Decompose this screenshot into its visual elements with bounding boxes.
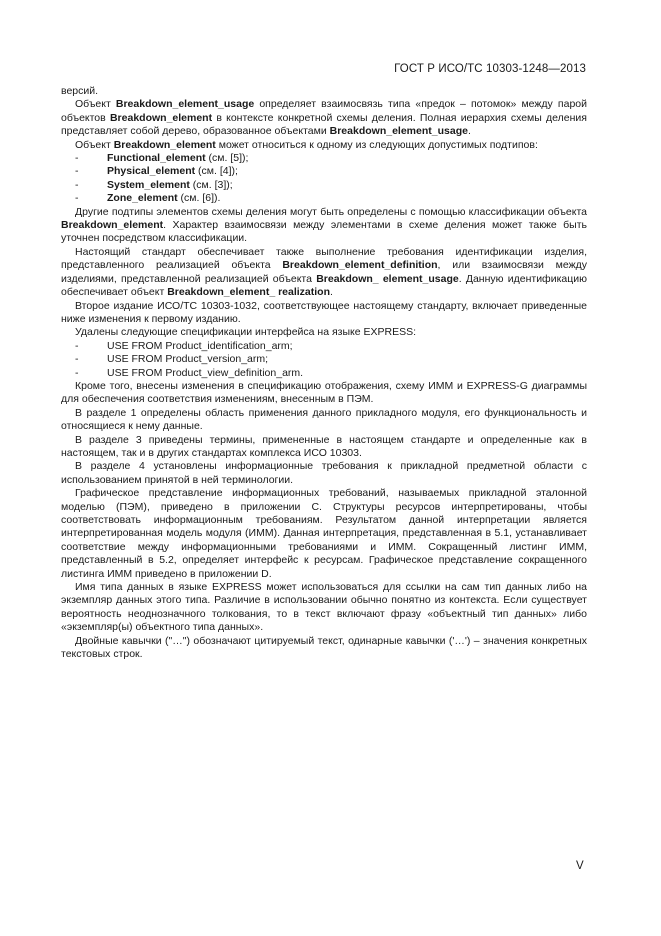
list-item: - Zone_element (см. [6]). — [75, 192, 221, 205]
paragraph: В разделе 1 определены область применения данного прикладного модуля, его функциональность и относящиеся к нему данные. — [61, 406, 587, 433]
paragraph: Имя типа данных в языке EXPRESS может использоваться для ссылки на сам тип данных либо на экземпляр данных этого типа. Различие в использовании обычно понятно из контекста. Если существует вероятность неоднозначного толкования, то в текст включают фразу «объектный тип данных» либо «экземпляр(ы) объектного типа данных». — [61, 581, 587, 634]
paragraph: Второе издание ИСО/ТС 10303-1032, соответствующее настоящему стандарту, включает приведенные ниже изменения к первому изданию. — [61, 299, 587, 325]
paragraph: Другие подтипы элементов схемы деления могут быть определены с помощью классификации объекта Breakdown_element. Характер взаимосвязи между элементами в схеме деления может также быть уточнен посредством классификации. — [61, 205, 587, 245]
list-item: - System_element (см. [3]); — [75, 178, 233, 191]
list-item: - USE FROM Product_identification_arm; — [75, 339, 293, 352]
paragraph: Объект Breakdown_element может относиться к одному из следующих допустимых подтипов: — [75, 138, 538, 151]
paragraph: версий. — [61, 85, 99, 97]
document-header: ГОСТ Р ИСО/ТС 10303-1248—2013 — [394, 63, 586, 75]
list-item: - Physical_element (см. [4]); — [75, 165, 238, 178]
paragraph: Кроме того, внесены изменения в спецификацию отображения, схему ИММ и EXPRESS-G диаграммы для обеспечения соответствия изменениям, внесенным в ПЭМ. — [61, 379, 587, 406]
page-number: V — [576, 860, 584, 872]
list-item: - Functional_element (см. [5]); — [75, 152, 249, 165]
document-body — [61, 85, 587, 661]
paragraph: В разделе 3 приведены термины, примененные в настоящем стандарте и определенные как в настоящем, так и в других стандартах комплекса ИСО 10303. — [61, 433, 587, 459]
paragraph: Настоящий стандарт обеспечивает также выполнение требования идентификации изделия, представленного реализацией объекта Breakdown_element_definition, или взаимосвязи между изделиями, представленной реализацией объекта Breakdown_ element_usage. Данную идентификацию обеспечивает объект Breakdown_element_ realization. — [61, 245, 587, 299]
paragraph: Удалены следующие спецификации интерфейса на языке EXPRESS: — [75, 326, 417, 339]
list-item: - USE FROM Product_version_arm; — [75, 353, 269, 366]
paragraph: Объект Breakdown_element_usage определяет взаимосвязь типа «предок – потомок» между парой объектов Breakdown_element в контексте конкретной схемы деления. Полная иерархия схемы деления представляет собой дерево, образованное объектами Breakdown_element_usage. — [61, 98, 587, 138]
list-item: - USE FROM Product_view_definition_arm. — [75, 366, 304, 379]
paragraph: Графическое представление информационных требований, называемых прикладной эталонной моделью (ПЭМ), приведено в приложении С. Структуры ресурсов интерпретированы, чтобы соответствовать информационным требованиям. Результатом данной интерпретации является интерпретированная модель модуля (ИММ). Данная интерпретация, представленная в 5.1, устанавливает соответствие между информационными требованиями и ИММ. Сокращенный листинг ИММ, представленный в 5.2, определяет интерфейс к ресурсам. Графическое представление сокращенного листинга ИММ приведено в приложении D. — [61, 487, 587, 580]
paragraph: В разделе 4 установлены информационные требования к прикладной предметной области с использованием принятой в ней терминологии. — [61, 460, 587, 486]
paragraph: Двойные кавычки ("…") обозначают цитируемый текст, одинарные кавычки ('…') – значения конкретных текстовых строк. — [61, 634, 587, 661]
